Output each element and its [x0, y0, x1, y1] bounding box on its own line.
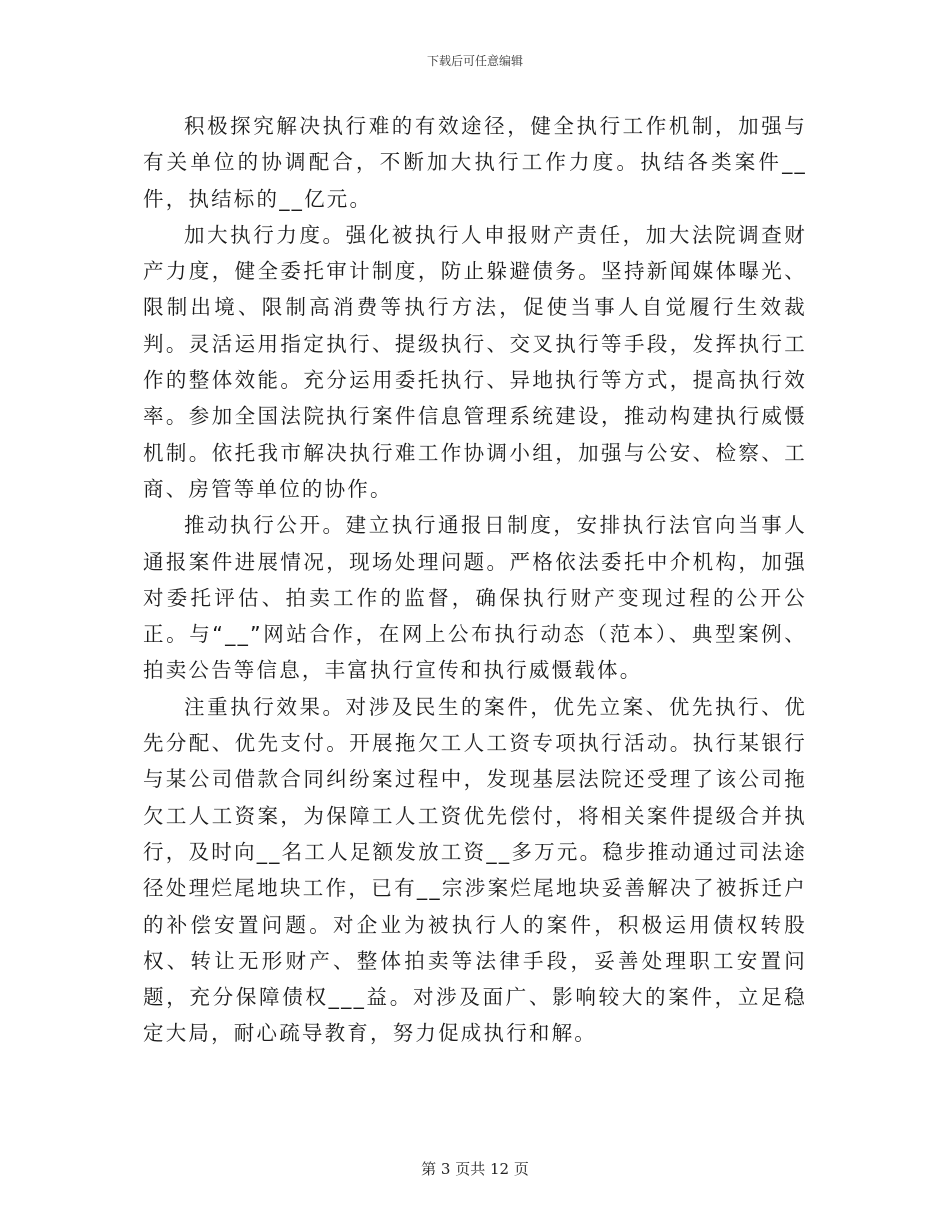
paragraph: 推动执行公开。建立执行通报日制度，安排执行法官向当事人通报案件进展情况，现场处理问题。严格依法委托中介机构，加强对委托评估、拍卖工作的监督，确保执行财产变现过程的公开公正。与“__”网站合作，在网上公布执行动态（范本）、典型案例、拍卖公告等信息，丰富执行宣传和执行威慑载体。: [143, 513, 807, 683]
paragraph: 加大执行力度。强化被执行人申报财产责任，加大法院调查财产力度，健全委托审计制度，防止躲避债务。坚持新闻媒体曝光、限制出境、限制高消费等执行方法，促使当事人自觉履行生效裁判。灵活运用指定执行、提级执行、交叉执行等手段，发挥执行工作的整体效能。充分运用委托执行、异地执行等方式，提高执行效率。参加全国法院执行案件信息管理系统建设，推动构建执行威慑机制。依托我市解决执行难工作协调小组，加强与公安、检察、工商、房管等单位的协作。: [143, 222, 807, 501]
page-number: 第 3 页共 12 页: [421, 1160, 529, 1178]
paragraph: 注重执行效果。对涉及民生的案件，优先立案、优先执行、优先分配、优先支付。开展拖欠工人工资专项执行活动。执行某银行与某公司借款合同纠纷案过程中，发现基层法院还受理了该公司拖欠工人工资案，为保障工人工资优先偿付，将相关案件提级合并执行，及时向__名工人足额发放工资__多万元。稳步推动通过司法途径处理烂尾地块工作，已有__宗涉案烂尾地块妥善解决了被拆迁户的补偿安置问题。对企业为被执行人的案件，积极运用债权转股权、转让无形财产、整体拍卖等法律手段，妥善处理职工安置问题，充分保障债权___益。对涉及面广、影响较大的案件，立足稳定大局，耐心疏导教育，努力促成执行和解。: [143, 694, 807, 1046]
document-body: [143, 108, 807, 1052]
paragraph: 积极探究解决执行难的有效途径，健全执行工作机制，加强与有关单位的协调配合，不断加大执行工作力度。执结各类案件__件，执结标的__亿元。: [143, 114, 807, 211]
page-header: 下载后可任意编辑: [426, 54, 523, 68]
